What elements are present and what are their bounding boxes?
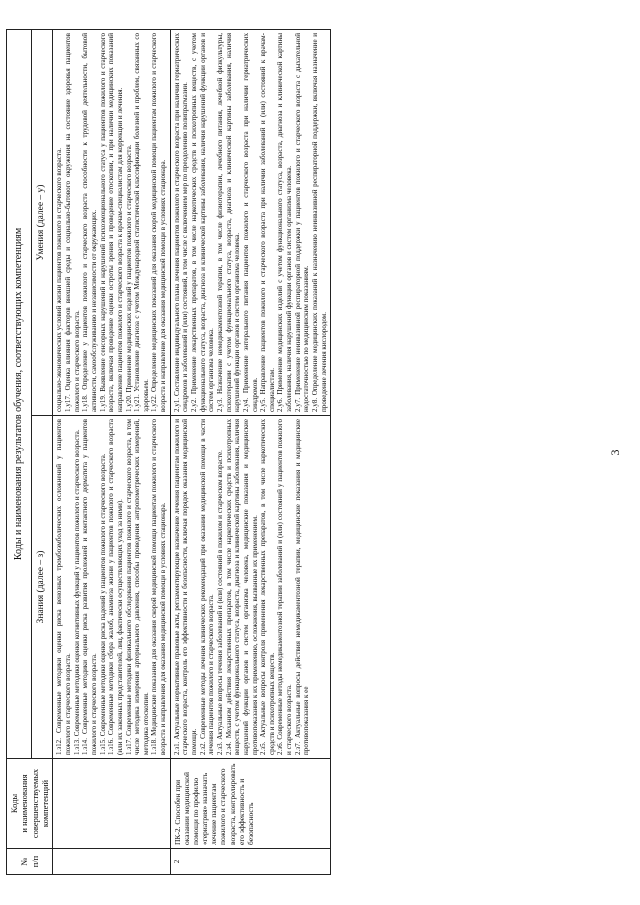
knowledge-item: 1.з16. Современные методики сбора жалоб, анамнеза жизни у пациентов пожилого и старческого возраста (или их законных представителей, лиц, фактически осуществляющих уход за ними). <box>107 419 124 755</box>
header-competency-code: Коды и наименования совершенствуемых компетенций <box>7 759 53 849</box>
header-results-group: Коды и наименования результатов обучения, соответствующих компетенциям <box>7 29 32 758</box>
skill-item: 2.у4. Применение энтерального питания пациентов пожилого и старческого возраста при наличии гериатрических синдромов. <box>241 32 259 412</box>
skill-item: 2.у8. Определение медицинских показаний к назначению неинвазивной респираторной поддержки, включая назначение и проведение лечения кислородом. <box>311 32 328 412</box>
skills-cell <box>53 29 170 415</box>
header-skills: Умения (далее – у) <box>31 29 53 415</box>
knowledge-item: 2.з5. Актуальные вопросы контроля применения лекарственных препаратов, в том числе наркотических средств и психотропных веществ. <box>259 419 276 755</box>
knowledge-item: 1.з12. Современные методики оценки риска венозных тромбоэмболических осложнений у пациентов пожилого и старческого возраста. <box>55 419 73 755</box>
table-body <box>53 29 331 874</box>
skill-item: 1.у18. Определение у пациентов пожилого и старческого возраста способности к трудовой деятельности, бытовой активности, самообслуживанию и независимости от окружающих. <box>81 32 98 412</box>
row-number <box>53 849 170 875</box>
skills-cell <box>170 29 331 415</box>
skill-item: 1.у22. Определение медицинских показаний для оказания скорой медицинской помощи пациентам пожилого и старческого возраста и направление для оказания медицинской помощи в условиях стационара. <box>150 32 168 412</box>
knowledge-item: 1.з17. Современные методики физикального обследования пациентов пожилого и старческого возраста, в том числе методика измерения артериального давления, способы проведения антропометрических измерений, методика отоскопии. <box>124 419 150 755</box>
knowledge-item: 2.з4. Механизм действия лекарственных препаратов, в том числе наркотических средств и психотропных веществ, с учетом функционального статуса, возраста, диагноза и клинической картины заболевания, наличия нарушений функции органов и систем организма человека, медицинские показания и медицинские противопоказания к их применению, осложнения, вызванные их применением. <box>224 419 259 755</box>
skill-item: 1.у17. Оценка влияния факторов внешней среды и социально-бытового окружения на состояние здоровья пациентов пожилого и старческого возраста. <box>64 32 81 412</box>
knowledge-item: 2.з2. Современные методы лечения клинических рекомендаций при оказании медицинской помощи в части лечения пациентов пожилого и старческого возраста. <box>198 419 216 755</box>
knowledge-item: 2.з3. Актуальные вопросы течения заболеваний и (или) состояний в пожилом и старческом возрасте. <box>215 450 224 755</box>
knowledge-item: 2.з1. Актуальные нормативные правовые акты, регламентирующие назначение лечения пациентам пожилого и старческого возраста, контроль его эффективности и безопасности, включая порядок оказания медицинской помощи. <box>172 419 199 755</box>
skill-item: 1.у21. Установление диагноза с учетом Международной статистической классификации болезней и проблем, связанных со здоровьем. <box>133 32 150 412</box>
skill-item: 2.у6. Применение медицинских изделий с учетом функционального статуса, возраста, диагноза и клинической картины заболевания, наличия нарушений функции органов и систем организма человека. <box>276 32 294 412</box>
skill-item: 2.у3. Назначение немедикаментозной терапии, в том числе физиотерапии, лечебного питания, лечебной физкультуры, психотерапии с учетом функционального статуса, возраста, диагноза и клинической картины заболевания, наличия нарушений функции органов и систем организма человека. <box>215 32 242 412</box>
knowledge-item: 1.з15. Современные методики оценки риска падений у пациентов пожилого и старческого возраста. <box>98 453 107 755</box>
header-num: № п/п <box>7 849 53 875</box>
skill-item: 2.у2. Применение лекарственных препаратов, в том числе наркотических средств и психотропных веществ, с учетом функционального статуса, возраста, диагноза и клинической картины заболевания, наличия нарушений функции органов и систем организма человека. <box>190 32 216 412</box>
knowledge-item: 2.з7. Актуальные вопросы действия немедикаментозной терапии, медицинские показания и медицинские противопоказания к ее <box>293 419 311 755</box>
skill-item: социально-экономических условий жизни пациентов пожилого и старческого возраста. <box>55 147 64 412</box>
skill-item: 2.у5. Направление пациентов пожилого и старческого возраста при наличии заболеваний и (или) состояний к врачам-специалистам. <box>259 32 276 412</box>
skill-item: 2.у1. Составление индивидуального плана лечения пациентов пожилого и старческого возраста при наличии гериатрических синдромов и заболеваний и (или) состояний, в том числе с включением мер по преодолению полипрагмазии. <box>172 32 190 412</box>
skill-item: 1.у20. Применение медицинских изделий у пациентов пожилого и старческого возраста. <box>124 144 133 412</box>
knowledge-cell <box>53 416 170 759</box>
knowledge-item: 1.з13. Современные методики оценки когнитивных функций у пациентов пожилого и старческого возраста. <box>72 429 81 755</box>
table-row <box>53 29 170 874</box>
skill-item: 1.у19. Выявление сенсорных нарушений и нарушений психоэмоционального статуса у пациентов пожилого и старческого возраста, включая проведение оценки остроты зрения и проведение отоскопии, и при наличии медицинских показаний направление пациентов пожилого и старческого возраста к врачам-специалистам для коррекции и лечения. <box>98 32 124 412</box>
header-knowledge: Знания (далее – з) <box>31 416 53 759</box>
row-number: 2 <box>170 849 331 875</box>
table-row <box>170 29 331 874</box>
knowledge-item: 2.з6. Современные методы немедикаментозной терапии заболеваний и (или) состояний у пациентов пожилого и старческого возраста. <box>276 419 294 755</box>
competency-code <box>53 759 170 849</box>
knowledge-item: 1.з18. Медицинские показания для оказания скорой медицинской помощи пациентам пожилого и старческого возраста и направления для оказания медицинской помощи в условиях стационара. <box>150 419 168 755</box>
skill-item: 2.у7. Применение неинвазивной респираторной поддержки у пациентов пожилого и старческого возраста с дыхательной недостаточностью по медицинским показаниям. <box>293 32 311 412</box>
competency-code: ПК-2. Способен при оказании медицинской помощи по профилю «гериатрия» назначать лечение пациентам пожилого и старческого возраста, контролировать его эффективность и безопасность <box>170 759 331 849</box>
page-number: 3 <box>608 449 622 456</box>
knowledge-item: 1.з14. Современные методики оценки риска развития пролежней и контактного дерматита у пациентов пожилого и старческого возраста. <box>81 419 98 755</box>
competency-table <box>6 29 331 875</box>
knowledge-cell <box>170 416 331 759</box>
